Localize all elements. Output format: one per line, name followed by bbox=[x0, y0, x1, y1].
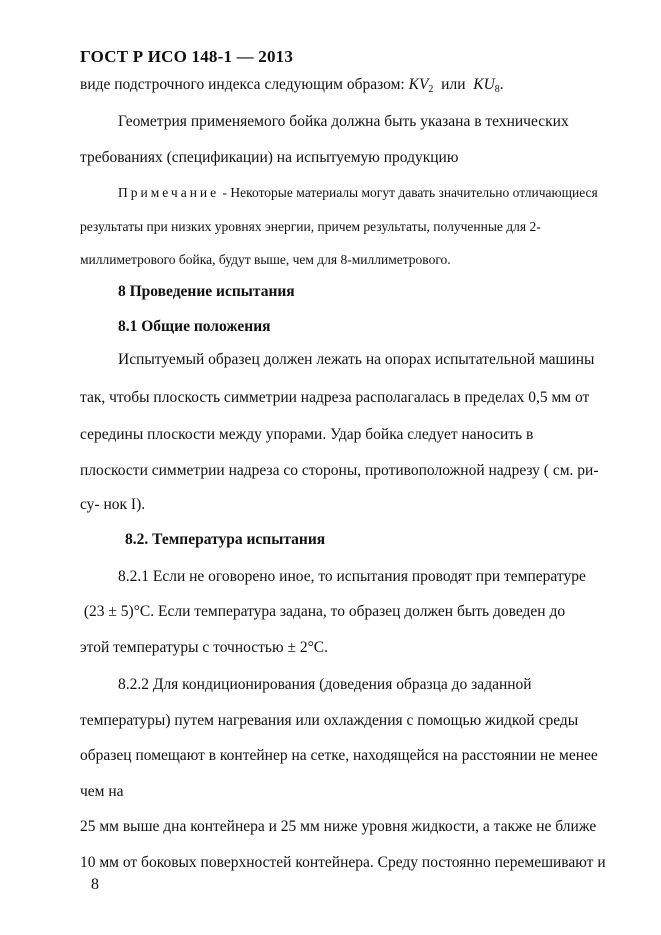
paragraph-line: 8.2.1 Если не оговорено иное, то испытания проводят при температуре bbox=[118, 568, 586, 585]
paragraph-line: требованиях (спецификации) на испытуемую продукцию bbox=[80, 149, 459, 166]
paragraph-line: су- нок I). bbox=[80, 496, 146, 513]
paragraph-line: так, чтобы плоскость симметрии надреза располагалась в пределах 0,5 мм от bbox=[80, 389, 590, 406]
note-label: Примечание bbox=[118, 185, 220, 200]
subsection-heading: 8.2. Температура испытания bbox=[125, 531, 326, 548]
paragraph-line: 25 мм выше дна контейнера и 25 мм ниже уровня жидкости, а также не ближе bbox=[80, 818, 597, 835]
paragraph-line: чем на bbox=[80, 783, 124, 800]
symbol-kv-subscript: 2 bbox=[428, 84, 434, 95]
paragraph-line: плоскости симметрии надреза со стороны, противоположной надрезу ( см. ри- bbox=[80, 462, 599, 479]
page-number: 8 bbox=[91, 876, 99, 893]
paragraph-line: 8.2.2 Для кондиционирования (доведения образца до заданной bbox=[118, 676, 532, 693]
intro-line: виде подстрочного индекса следующим образом: $KV_2$ или $KU_8$. bbox=[80, 76, 504, 95]
intro-text: виде подстрочного индекса следующим образом: bbox=[80, 76, 409, 93]
paragraph-line: Геометрия применяемого бойка должна быть указана в технических bbox=[118, 113, 569, 130]
paragraph-line: 10 мм от боковых поверхностей контейнера. Среду постоянно перемешивают и bbox=[80, 854, 606, 871]
subsection-heading: 8.1 Общие положения bbox=[118, 318, 271, 335]
paragraph-line: Испытуемый образец должен лежать на опорах испытательной машины bbox=[118, 351, 595, 368]
note-line: Примечание - Некоторые материалы могут давать значительно отличающиеся bbox=[118, 185, 598, 200]
paragraph-line: середины плоскости между упорами. Удар бойка следует наносить в bbox=[80, 426, 534, 443]
document-header: ГОСТ Р ИСО 148-1 — 2013 bbox=[80, 47, 294, 66]
symbol-ku-subscript: 8 bbox=[494, 84, 500, 95]
section-heading: 8 Проведение испытания bbox=[118, 283, 295, 300]
symbol-kv: KV bbox=[408, 76, 429, 93]
paragraph-line: (23 ± 5)°С. Если температура задана, то образец должен быть доведен до bbox=[80, 603, 566, 620]
symbol-ku: KU bbox=[473, 76, 495, 93]
paragraph-line: образец помещают в контейнер на сетке, находящейся на расстоянии не менее bbox=[80, 747, 598, 764]
paragraph-line: температуры) путем нагревания или охлаждения с помощью жидкой среды bbox=[80, 712, 579, 729]
intro-connector: или bbox=[433, 76, 474, 93]
note-line: миллиметрового бойка, будут выше, чем для 8-миллиметрового. bbox=[80, 252, 451, 267]
paragraph-line: этой температуры с точностью ± 2°С. bbox=[80, 639, 328, 656]
note-line: результаты при низких уровнях энергии, причем результаты, полученные для 2- bbox=[80, 219, 541, 234]
